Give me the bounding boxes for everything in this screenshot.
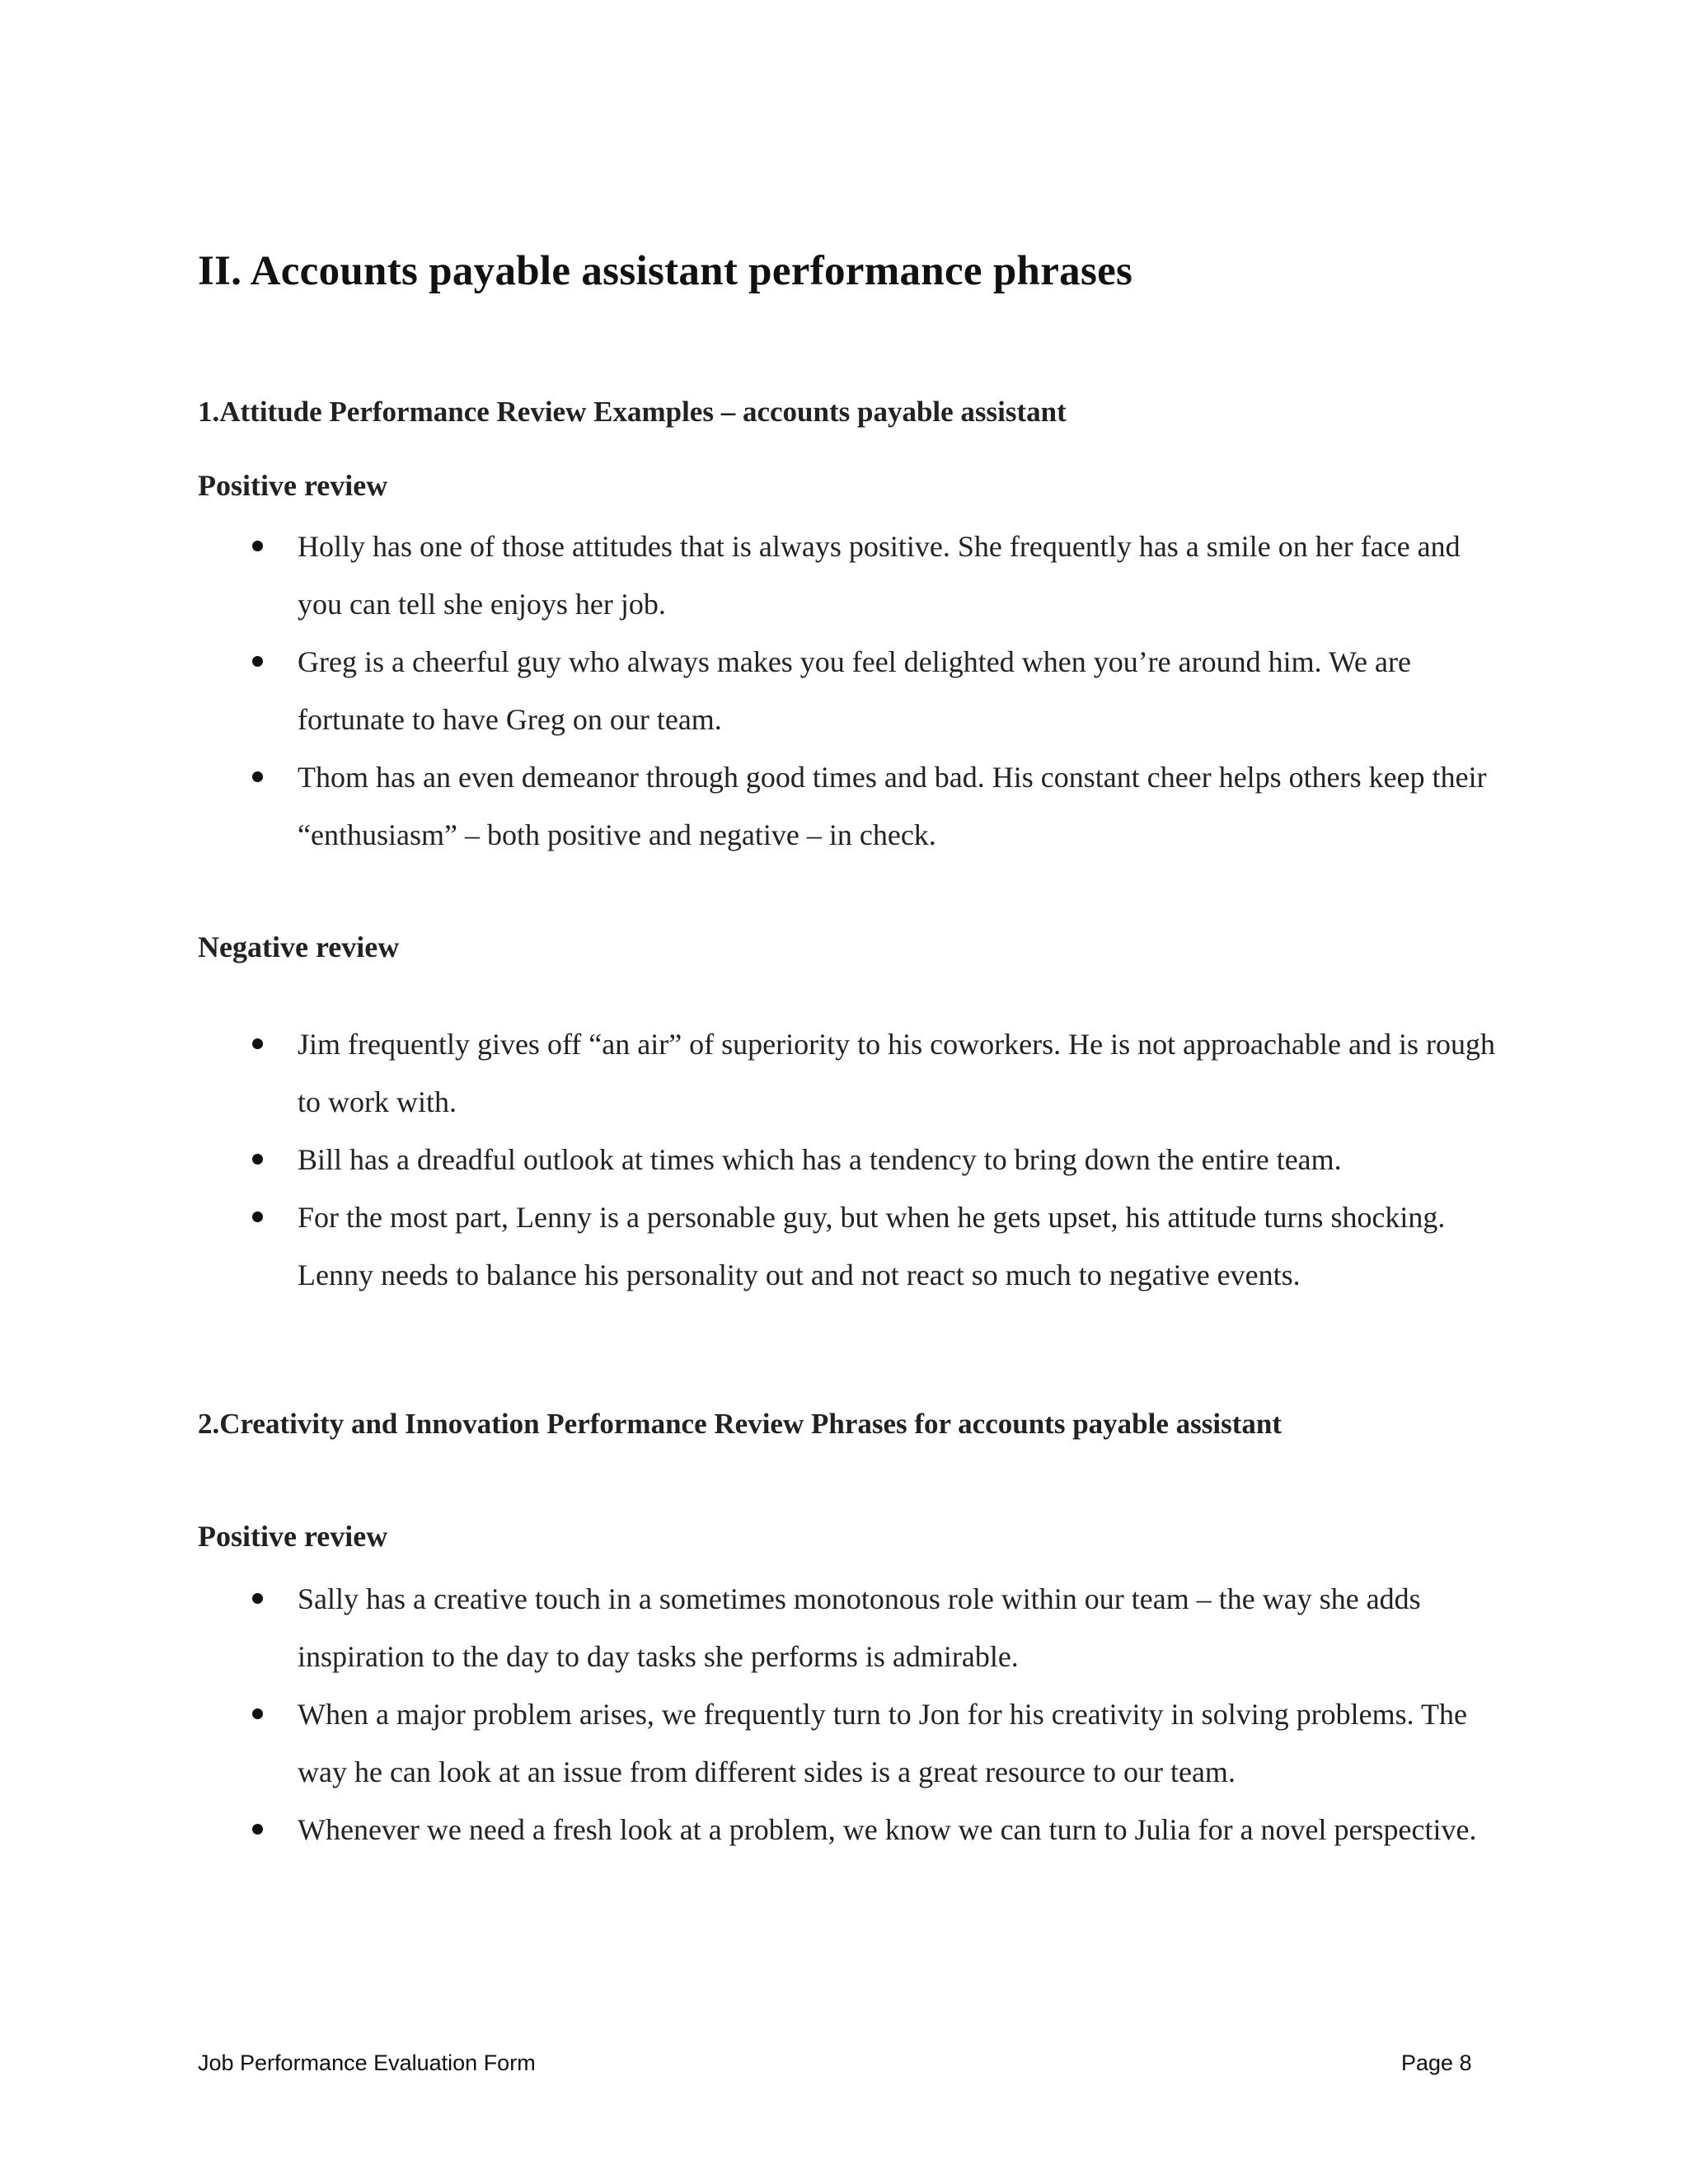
page-number-value: 8	[1459, 2050, 1472, 2075]
bullet-icon	[252, 1212, 263, 1222]
section-1-negative-list	[198, 1015, 1500, 1304]
list-item: Bill has a dreadful outlook at times which has a tendency to bring down the entire team.	[198, 1131, 1500, 1188]
footer-title: Job Performance Evaluation Form	[198, 2050, 536, 2075]
list-item: Whenever we need a fresh look at a problem, we know we can turn to Julia for a novel perspective.	[198, 1801, 1500, 1858]
bullet-icon	[252, 1708, 263, 1719]
page-label: Page	[1401, 2050, 1454, 2075]
section-2-positive-label: Positive review	[198, 1520, 388, 1553]
list-item: Jim frequently gives off “an air” of superiority to his coworkers. He is not approachable and is rough to work with.	[198, 1015, 1500, 1131]
section-1-positive-label: Positive review	[198, 469, 388, 502]
bullet-icon	[252, 541, 263, 551]
list-item: For the most part, Lenny is a personable guy, but when he gets upset, his attitude turns shocking. Lenny needs to balance his personality out and not react so much to negative events.	[198, 1188, 1500, 1304]
section-1-heading: 1.Attitude Performance Review Examples – accounts payable assistant	[198, 396, 1067, 428]
list-item: When a major problem arises, we frequently turn to Jon for his creativity in solving problems. The way he can look at an issue from different sides is a great resource to our team.	[198, 1685, 1500, 1801]
bullet-icon	[252, 1824, 263, 1835]
section-2-positive-list	[198, 1570, 1500, 1858]
section-1-positive-list	[198, 518, 1500, 864]
bullet-icon	[252, 1154, 263, 1165]
bullet-icon	[252, 771, 263, 782]
list-item: Holly has one of those attitudes that is always positive. She frequently has a smile on her face and you can tell she enjoys her job.	[198, 518, 1500, 633]
section-2-heading: 2.Creativity and Innovation Performance Review Phrases for accounts payable assistant	[198, 1408, 1282, 1440]
list-item: Thom has an even demeanor through good times and bad. His constant cheer helps others keep their “enthusiasm” – both positive and negative – in check.	[198, 748, 1500, 864]
bullet-icon	[252, 1038, 263, 1049]
page-number	[1401, 2050, 1472, 2076]
list-item: Sally has a creative touch in a sometimes monotonous role within our team – the way she adds inspiration to the day to day tasks she performs is admirable.	[198, 1570, 1500, 1685]
page-title: II. Accounts payable assistant performance phrases	[198, 248, 1133, 294]
list-item: Greg is a cheerful guy who always makes you feel delighted when you’re around him. We are fortunate to have Greg on our team.	[198, 633, 1500, 748]
section-1-negative-label: Negative review	[198, 930, 400, 963]
bullet-icon	[252, 1593, 263, 1604]
bullet-icon	[252, 656, 263, 667]
